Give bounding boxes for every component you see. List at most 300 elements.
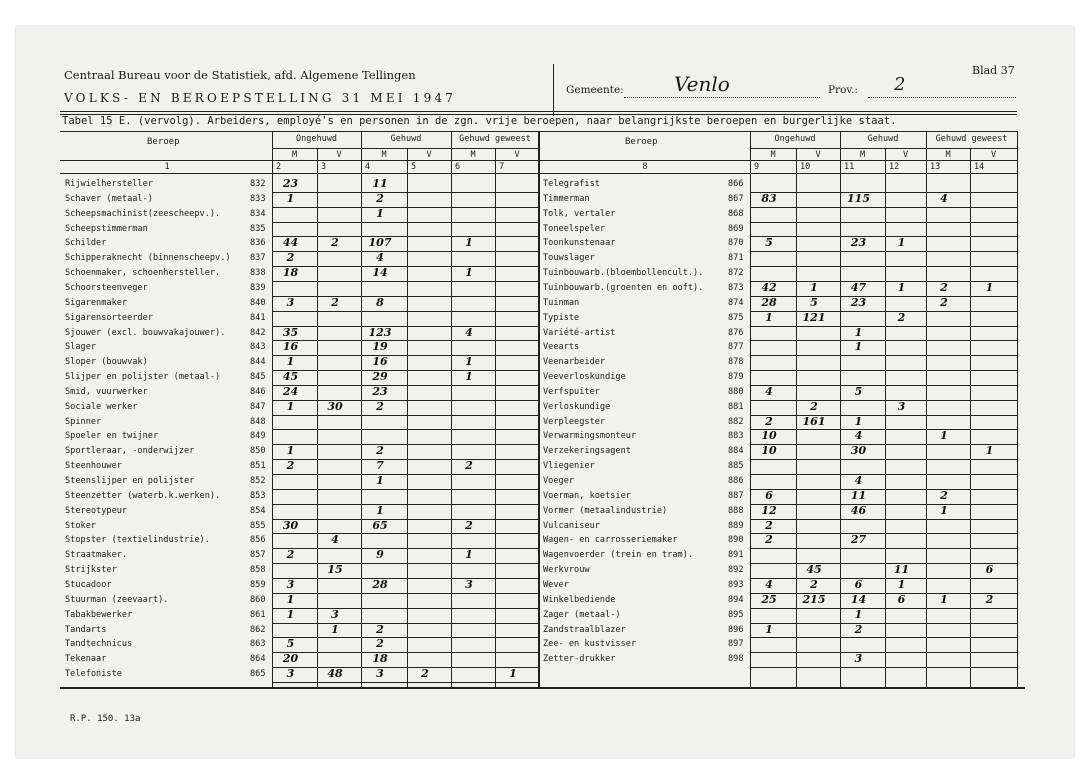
right-sub-rule	[750, 160, 1017, 161]
right-value-cell: 5	[765, 236, 773, 250]
left-row-name: Sportleraar, -onderwijzer	[65, 446, 195, 457]
left-row-name: Stuurman (zeevaart).	[65, 594, 169, 605]
left-row-name: Spoeler en twijner	[65, 431, 159, 442]
right-row-code: 879	[728, 372, 744, 383]
right-value-cell: 11	[850, 488, 867, 502]
left-row-rule	[272, 236, 539, 237]
left-row-code: 854	[250, 505, 266, 516]
right-value-cell: 3	[897, 399, 906, 413]
left-col-divider	[539, 131, 540, 687]
right-row-code: 883	[728, 431, 744, 442]
right-row-code: 874	[728, 297, 744, 308]
right-value-cell: 4	[765, 384, 773, 398]
right-value-cell: 2	[765, 414, 773, 428]
right-row-code: 871	[728, 253, 744, 264]
right-col-divider	[885, 148, 886, 687]
left-row-name: Spinner	[65, 416, 102, 427]
left-row-name: Tabakbewerker	[65, 609, 133, 620]
left-value-cell: 1	[465, 548, 473, 562]
right-value-cell: 25	[761, 592, 777, 606]
left-value-cell: 29	[372, 370, 388, 384]
left-row-name: Tekenaar	[65, 654, 107, 665]
left-row-rule	[272, 548, 539, 549]
left-col-divider	[317, 148, 318, 687]
right-row-rule	[750, 370, 1017, 371]
right-value-cell: 4	[940, 191, 948, 205]
left-value-cell: 1	[286, 444, 295, 458]
right-value-cell: 161	[802, 414, 826, 428]
left-row-rule	[272, 652, 539, 653]
right-value-cell: 121	[802, 310, 826, 324]
left-beroep-header: Beroep	[147, 137, 180, 147]
left-col-number: 5	[411, 162, 417, 172]
left-row-code: 855	[250, 520, 266, 531]
left-value-cell: 1	[465, 370, 473, 384]
left-value-cell: 8	[376, 295, 384, 309]
right-row-rule	[750, 251, 1017, 252]
left-row-code: 849	[250, 431, 266, 442]
right-row-name: Tuinbouwarb.(groenten en ooft).	[543, 282, 704, 293]
right-row-code: 877	[728, 342, 744, 353]
right-row-rule	[750, 222, 1017, 223]
right-row-name: Vliegenier	[543, 461, 595, 472]
right-group-header: Gehuwd geweest	[935, 134, 1008, 144]
left-row-code: 843	[250, 342, 266, 353]
right-row-code: 866	[728, 179, 744, 189]
left-value-cell: 4	[376, 251, 384, 265]
left-group-rule	[272, 148, 539, 149]
left-row-code: 844	[250, 357, 266, 368]
right-value-cell: 1	[985, 280, 994, 294]
left-row-name: Tandtechnicus	[65, 639, 133, 650]
left-value-cell: 1	[465, 266, 473, 280]
right-row-rule	[750, 459, 1017, 460]
right-value-cell: 1	[897, 280, 906, 294]
right-row-name: Zee- en kustvisser	[543, 639, 637, 650]
left-value-cell: 2	[286, 548, 295, 562]
left-value-cell: 28	[372, 577, 388, 591]
right-row-rule	[750, 623, 1017, 624]
left-row-code: 840	[250, 297, 266, 308]
right-row-name: Timmerman	[543, 193, 590, 204]
left-row-name: Stucadoor	[65, 579, 112, 590]
right-row-rule	[750, 504, 1017, 505]
left-row-code: 853	[250, 490, 266, 501]
left-row-rule	[272, 311, 539, 312]
right-col-number: 10	[800, 162, 811, 172]
right-row-rule	[750, 385, 1017, 386]
right-value-cell: 2	[810, 577, 818, 591]
right-value-cell: 6	[854, 577, 863, 591]
left-value-cell: 1	[376, 206, 384, 220]
gemeente-label: Gemeente:	[566, 84, 624, 96]
left-row-rule	[272, 400, 539, 401]
left-value-cell: 3	[465, 577, 473, 591]
right-value-cell: 1	[765, 622, 773, 636]
blad-number: Blad 37	[972, 64, 1015, 77]
right-row-name: Touwslager	[543, 253, 595, 264]
right-row-code: 878	[728, 357, 744, 368]
left-row-rule	[272, 637, 539, 638]
right-col-number: 9	[754, 162, 760, 172]
right-row-rule	[750, 489, 1017, 490]
right-col-number: 8	[642, 162, 648, 172]
right-value-cell: 5	[854, 384, 863, 398]
right-row-rule	[750, 296, 1017, 297]
right-value-cell: 2	[765, 533, 773, 547]
right-value-cell: 10	[761, 429, 777, 443]
left-col-number: 1	[164, 162, 170, 172]
left-sub-rule	[272, 160, 539, 161]
right-row-name: Veeverloskundige	[543, 372, 626, 383]
left-row-rule	[272, 459, 539, 460]
left-row-rule	[272, 533, 539, 534]
right-row-name: Variété-artist	[543, 327, 616, 338]
left-value-cell: 9	[376, 548, 384, 562]
left-row-rule	[272, 504, 539, 505]
right-sub-header: M	[859, 150, 866, 160]
right-row-code: 868	[728, 208, 744, 219]
right-value-cell: 2	[985, 592, 994, 606]
left-col-number: 3	[321, 162, 327, 172]
left-value-cell: 2	[376, 622, 384, 636]
right-sub-header: V	[990, 150, 997, 160]
left-col-number: 7	[499, 162, 505, 172]
right-value-cell: 4	[765, 577, 773, 591]
table-bottom-rule	[60, 687, 1025, 689]
right-sub-header: M	[945, 150, 951, 160]
right-value-cell: 215	[802, 592, 826, 606]
left-row-name: Steenslijper en polijster	[65, 476, 195, 486]
left-value-cell: 2	[331, 236, 339, 250]
right-row-code: 890	[728, 535, 744, 546]
right-value-cell: 23	[850, 236, 867, 250]
right-value-cell: 10	[761, 444, 777, 458]
left-row-name: Steenhouwer	[65, 461, 122, 472]
left-row-name: Telefoniste	[65, 669, 122, 680]
left-row-code: 860	[250, 594, 266, 605]
left-value-cell: 1	[286, 607, 295, 621]
left-value-cell: 3	[286, 667, 295, 681]
left-value-cell: 16	[282, 340, 299, 354]
left-value-cell: 2	[465, 459, 473, 473]
left-row-code: 863	[250, 639, 266, 650]
right-col-number: 14	[974, 162, 985, 172]
left-row-code: 846	[250, 386, 266, 397]
right-value-cell: 1	[854, 340, 863, 354]
right-value-cell: 1	[810, 280, 818, 294]
left-value-cell: 3	[331, 607, 339, 621]
right-row-name: Tuinman	[543, 297, 580, 308]
right-value-cell: 27	[850, 533, 867, 547]
right-row-name: Tuinbouwarb.(bloembollencult.).	[543, 268, 704, 279]
right-row-name: Veearts	[543, 342, 580, 353]
right-row-name: Zandstraalblazer	[543, 624, 626, 635]
left-sub-header: V	[336, 150, 342, 160]
middle-divider	[538, 131, 539, 687]
left-value-cell: 3	[286, 295, 295, 309]
right-row-rule	[750, 608, 1017, 609]
right-row-code: 895	[728, 609, 744, 620]
right-value-cell: 2	[854, 622, 863, 636]
right-row-code: 880	[728, 386, 744, 397]
right-value-cell: 1	[940, 592, 948, 606]
right-row-code: 872	[728, 268, 744, 279]
right-row-name: Vormer (metaalindustrie)	[543, 505, 668, 516]
right-row-rule	[750, 400, 1017, 401]
left-value-cell: 11	[372, 177, 388, 190]
left-value-cell: 1	[376, 503, 384, 517]
right-row-code: 884	[728, 446, 744, 457]
right-row-code: 882	[728, 416, 744, 427]
right-value-cell: 46	[850, 503, 867, 517]
left-row-rule	[272, 266, 539, 267]
right-row-name: Voerman, koetsier	[543, 490, 631, 501]
right-row-rule	[750, 519, 1017, 520]
left-row-code: 835	[250, 223, 266, 234]
right-row-code: 889	[728, 520, 744, 531]
left-row-code: 845	[250, 372, 266, 383]
left-value-cell: 18	[372, 652, 388, 666]
left-value-cell: 45	[282, 370, 299, 384]
left-name-rule	[60, 160, 272, 161]
left-row-name: Scheepstimmerman	[65, 223, 148, 234]
right-value-cell: 23	[850, 295, 867, 309]
left-row-name: Stereotypeur	[65, 505, 128, 516]
left-row-name: Slager	[65, 342, 97, 353]
right-value-cell: 1	[940, 429, 948, 443]
left-sub-header: M	[381, 150, 387, 160]
left-row-rule	[272, 207, 539, 208]
right-row-name: Wagen- en carrosseriemaker	[543, 535, 678, 546]
left-value-cell: 16	[372, 355, 388, 369]
right-value-cell: 3	[854, 652, 863, 666]
right-row-rule	[750, 311, 1017, 312]
right-row-rule	[750, 415, 1017, 416]
left-row-code: 851	[250, 461, 266, 472]
left-value-cell: 24	[282, 384, 299, 398]
right-value-cell: 2	[940, 295, 948, 309]
left-row-rule	[272, 340, 539, 341]
right-group-header: Ongehuwd	[774, 134, 816, 144]
left-row-name: Sigarensorteerder	[65, 312, 153, 323]
right-value-cell: 28	[761, 295, 777, 309]
left-value-cell: 107	[368, 236, 392, 250]
left-row-name: Tandarts	[65, 624, 107, 635]
left-value-cell: 1	[331, 622, 339, 636]
right-row-name: Verfspuiter	[543, 386, 600, 397]
right-row-name: Zager (metaal-)	[543, 609, 621, 620]
right-row-name: Verpleegster	[543, 416, 606, 427]
right-col-number: 12	[889, 162, 900, 172]
right-row-code: 893	[728, 579, 744, 590]
left-row-code: 864	[250, 654, 266, 665]
left-row-rule	[272, 489, 539, 490]
left-row-rule	[272, 326, 539, 327]
right-value-cell: 5	[810, 295, 818, 309]
gemeente-value: Venlo	[674, 72, 730, 96]
left-row-name: Steenzetter (waterb.k.werken).	[65, 490, 221, 501]
left-value-cell: 14	[372, 266, 388, 280]
census-title: VOLKS- EN BEROEPSTELLING 31 MEI 1947	[64, 91, 457, 105]
right-row-name: Werkvrouw	[543, 565, 590, 576]
left-group-header: Gehuwd geweest	[459, 134, 531, 144]
right-value-cell: 1	[897, 577, 906, 591]
left-value-cell: 48	[327, 667, 343, 681]
right-row-rule	[750, 429, 1017, 430]
right-value-cell: 6	[897, 592, 906, 606]
left-col-number: 2	[276, 162, 282, 172]
gemeente-underline	[624, 97, 820, 98]
left-row-name: Rijwielhersteller	[65, 179, 153, 189]
right-row-name: Vulcaniseur	[543, 520, 600, 531]
left-row-rule	[272, 429, 539, 430]
right-row-name: Voeger	[543, 476, 575, 486]
right-row-code: 885	[728, 461, 744, 472]
left-row-code: 852	[250, 476, 266, 486]
left-row-code: 833	[250, 193, 266, 204]
right-row-code: 894	[728, 594, 744, 605]
right-row-name: Verzekeringsagent	[543, 446, 631, 457]
right-row-rule	[750, 533, 1017, 534]
left-row-name: Schaver (metaal-)	[65, 193, 153, 204]
left-row-name: Schoorsteenveger	[65, 282, 148, 293]
left-col-divider	[495, 148, 496, 687]
right-row-name: Verloskundige	[543, 401, 611, 412]
left-row-name: Stopster (textielindustrie).	[65, 535, 210, 546]
right-col-divider	[1017, 131, 1018, 687]
left-row-code: 832	[250, 179, 266, 189]
right-value-cell: 1	[765, 310, 773, 324]
left-row-code: 865	[250, 669, 266, 680]
right-value-cell: 1	[854, 325, 863, 339]
left-value-cell: 4	[331, 533, 339, 547]
left-row-code: 861	[250, 609, 266, 620]
left-row-rule	[272, 192, 539, 193]
left-value-cell: 2	[376, 191, 384, 205]
right-value-cell: 2	[765, 518, 773, 532]
left-value-cell: 1	[286, 399, 295, 413]
right-sub-header: V	[902, 150, 909, 160]
left-row-code: 848	[250, 416, 266, 427]
right-row-name: Typiste	[543, 312, 580, 323]
right-row-rule	[750, 355, 1017, 356]
right-value-cell: 47	[850, 280, 867, 294]
right-col-number: 13	[930, 162, 941, 172]
right-col-divider	[970, 148, 971, 687]
left-row-name: Sigarenmaker	[65, 297, 128, 308]
left-value-cell: 5	[286, 637, 295, 651]
left-row-name: Smid, vuurwerker	[65, 386, 148, 397]
prov-value: 2	[894, 74, 906, 95]
left-row-code: 847	[250, 401, 266, 412]
form-number: R.P. 150. 13a	[70, 714, 141, 724]
right-value-cell: 11	[893, 563, 910, 577]
right-value-cell: 1	[985, 444, 994, 458]
right-sub-header: M	[770, 150, 776, 160]
left-row-name: Sjouwer (excl. bouwvakajouwer).	[65, 327, 226, 338]
left-group-header: Ongehuwd	[296, 134, 337, 144]
left-col-divider	[407, 148, 408, 687]
left-value-cell: 1	[465, 236, 473, 250]
left-row-rule	[272, 608, 539, 609]
right-group-rule	[750, 148, 1017, 149]
right-value-cell: 1	[854, 607, 863, 621]
left-row-rule	[272, 623, 539, 624]
right-row-name: Zetter-drukker	[543, 654, 616, 665]
table-title: Tabel 15 E. (vervolg). Arbeiders, employé's en personen in de zgn. vrije beroepen, naar belangrijkste beroepen en burgerlijke staat.	[62, 115, 897, 127]
right-row-code: 869	[728, 223, 744, 234]
left-row-code: 838	[250, 268, 266, 279]
left-row-code: 842	[250, 327, 266, 338]
left-value-cell: 2	[286, 251, 295, 265]
right-row-name: Wagenvoerder (trein en tram).	[543, 550, 694, 561]
right-value-cell: 45	[806, 563, 822, 577]
left-group-header: Gehuwd	[390, 134, 422, 144]
left-value-cell: 2	[421, 667, 429, 681]
left-col-number: 6	[455, 162, 461, 172]
left-row-name: Stoker	[65, 520, 97, 531]
left-value-cell: 2	[286, 459, 295, 473]
left-value-cell: 65	[372, 518, 388, 532]
left-value-cell: 30	[327, 399, 343, 413]
left-value-cell: 15	[327, 563, 343, 577]
left-col-number: 4	[365, 162, 371, 172]
left-value-cell: 19	[372, 340, 388, 354]
right-row-code: 887	[728, 490, 744, 501]
left-col-divider	[451, 131, 452, 687]
left-row-rule	[272, 281, 539, 282]
left-value-cell: 7	[376, 459, 384, 473]
right-value-cell: 1	[897, 236, 906, 250]
right-value-cell: 30	[850, 444, 867, 458]
right-row-name: Toonkunstenaar	[543, 238, 616, 249]
right-value-cell: 2	[897, 310, 906, 324]
right-row-rule	[750, 340, 1017, 341]
left-row-rule	[272, 415, 539, 416]
left-value-cell: 2	[376, 399, 384, 413]
left-row-rule	[272, 519, 539, 520]
left-row-rule	[272, 370, 539, 371]
left-row-name: Schoenmaker, schoenhersteller.	[65, 268, 221, 279]
right-row-rule	[750, 578, 1017, 579]
right-row-code: 891	[728, 550, 744, 561]
left-row-rule	[272, 578, 539, 579]
left-value-cell: 1	[509, 667, 517, 681]
right-row-name: Veenarbeider	[543, 357, 606, 368]
left-row-rule	[272, 682, 539, 683]
right-value-cell: 4	[854, 429, 863, 443]
left-row-name: Straatmaker.	[65, 550, 128, 561]
left-row-code: 841	[250, 312, 266, 323]
right-beroep-header: Beroep	[625, 137, 658, 147]
left-row-name: Sociale werker	[65, 401, 138, 412]
left-value-cell: 1	[376, 474, 384, 487]
right-row-name: Tolk, vertaler	[543, 208, 616, 219]
left-sub-header: M	[470, 150, 476, 160]
right-name-rule	[538, 160, 750, 161]
left-value-cell: 2	[465, 518, 473, 532]
right-row-rule	[750, 326, 1017, 327]
left-row-name: Schipperaknecht (binnenscheepv.)	[65, 253, 231, 264]
right-value-cell: 2	[940, 488, 948, 502]
right-row-code: 876	[728, 327, 744, 338]
right-sub-header: V	[815, 150, 821, 160]
left-row-name: Schilder	[65, 238, 107, 249]
right-row-code: 867	[728, 193, 744, 204]
left-value-cell: 20	[282, 652, 299, 666]
left-value-cell: 1	[286, 592, 295, 606]
